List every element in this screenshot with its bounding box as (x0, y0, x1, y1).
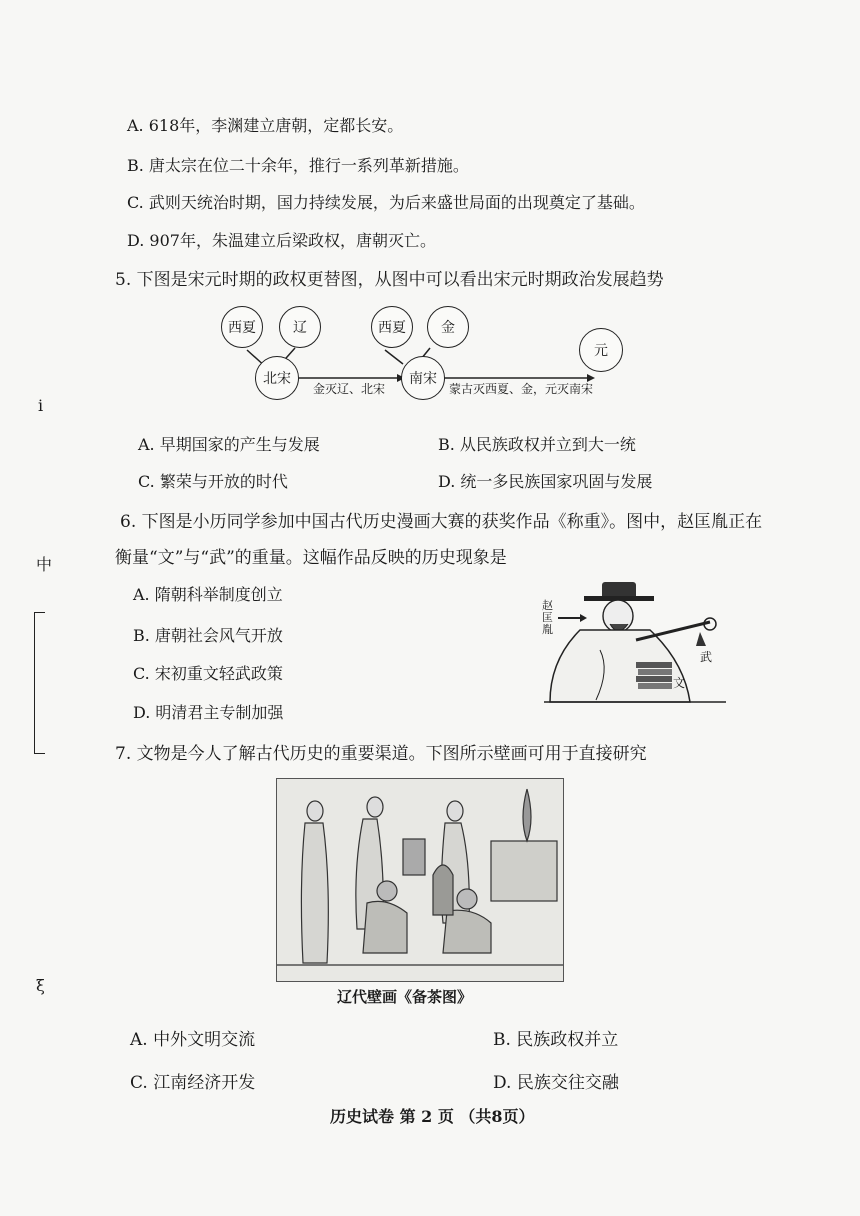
weighing-cartoon (540, 570, 730, 710)
q7-option-c: C. 江南经济开发 (130, 1073, 256, 1093)
q5-option-c: C. 繁荣与开放的时代 (138, 472, 288, 491)
q7-option-a: A. 中外文明交流 (130, 1030, 256, 1050)
q6-option-c: C. 宋初重文轻武政策 (133, 664, 283, 683)
regime-succession-diagram (215, 300, 635, 410)
node-nansong: 南宋 (401, 356, 445, 400)
q5-option-a: A. 早期国家的产生与发展 (138, 435, 320, 454)
q5-option-b: B. 从民族政权并立到大一统 (438, 435, 636, 454)
cartoon-drawing (540, 570, 730, 710)
q6-stem-line1: 6. 下图是小历同学参加中国古代历史漫画大赛的获奖作品《称重》。图中，赵匡胤正在 (120, 512, 763, 532)
node-yuan: 元 (579, 328, 623, 372)
q7-option-b: B. 民族政权并立 (493, 1030, 619, 1050)
q6-option-a: A. 隋朝科举制度创立 (133, 585, 283, 604)
q4-option-d: D. 907年，朱温建立后梁政权，唐朝灭亡。 (127, 231, 436, 250)
node-liao: 辽 (279, 306, 321, 348)
q6-stem-line2: 衡量“文”与“武”的重量。这幅作品反映的历史现象是 (115, 548, 507, 568)
q6-option-b: B. 唐朝社会风气开放 (133, 626, 283, 645)
margin-mark-3: ξ (36, 976, 45, 995)
node-xixia-2: 西夏 (371, 306, 413, 348)
cartoon-label-zhao: 赵匡胤 (542, 599, 553, 636)
q4-option-c: C. 武则天统治时期，国力持续发展，为后来盛世局面的出现奠定了基础。 (127, 193, 645, 212)
liao-mural-image (276, 778, 564, 982)
q4-option-a: A. 618年，李渊建立唐朝，定都长安。 (127, 116, 404, 135)
q4-option-b: B. 唐太宗在位二十余年，推行一系列革新措施。 (127, 156, 469, 175)
margin-mark-2: 中 (36, 555, 53, 574)
mural-drawing (277, 779, 563, 981)
arrow-2-label: 蒙古灭西夏、金，元灭南宋 (449, 382, 594, 396)
cartoon-label-wen: 文 (673, 676, 686, 690)
margin-mark-1: i (38, 396, 44, 415)
page-footer: 历史试卷 第 2 页 （共8页） (330, 1107, 535, 1126)
binding-bracket (34, 612, 45, 754)
node-beisong: 北宋 (255, 356, 299, 400)
arrow-1-label: 金灭辽、北宋 (313, 382, 386, 396)
cartoon-label-wu: 武 (700, 650, 713, 664)
q7-stem: 7. 文物是今人了解古代历史的重要渠道。下图所示壁画可用于直接研究 (115, 744, 647, 764)
q6-option-d: D. 明清君主专制加强 (133, 703, 284, 722)
mural-caption: 辽代壁画《备茶图》 (337, 988, 473, 1006)
q5-stem: 5. 下图是宋元时期的政权更替图，从图中可以看出宋元时期政治发展趋势 (115, 270, 664, 290)
node-xixia-1: 西夏 (221, 306, 263, 348)
q7-option-d: D. 民族交往交融 (493, 1073, 619, 1093)
q5-option-d: D. 统一多民族国家巩固与发展 (438, 472, 653, 491)
node-jin: 金 (427, 306, 469, 348)
